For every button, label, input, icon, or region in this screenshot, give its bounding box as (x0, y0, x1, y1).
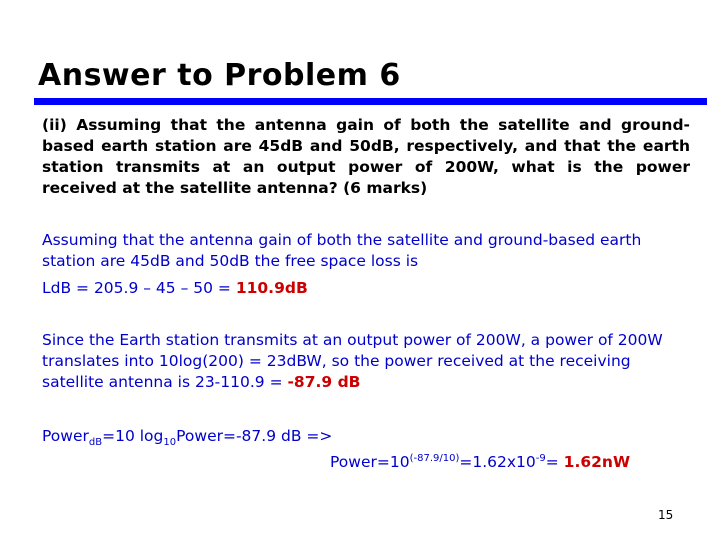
power-subscript: dB (88, 437, 103, 449)
log-base-subscript: 10 (163, 437, 177, 449)
answer-paragraph-1-text: Assuming that the antenna gain of both the satellite and ground-based earth station are 45dB and 50dB the free space loss is (42, 231, 642, 270)
title-underline (34, 98, 707, 105)
power-equation-line-2 (330, 452, 630, 473)
exponent-2: -9 (535, 452, 546, 464)
line2-start: Power=10 (330, 453, 410, 471)
equation-mid: =10 log (102, 427, 164, 445)
power-equation-line-1 (42, 426, 692, 447)
received-power-db-result: -87.9 dB (287, 373, 361, 391)
free-space-loss-result: 110.9dB (235, 279, 308, 297)
line2-mid: =1.62x10 (459, 453, 536, 471)
answer-paragraph-1 (42, 230, 692, 272)
page-number: 15 (658, 508, 674, 522)
question-text: (ii) Assuming that the antenna gain of both the satellite and ground-based earth station are 45dB and 50dB, respectively, and that the earth station transmits at an output power of 200W, what is the power received at the satellite antenna? (6 marks) (42, 116, 690, 197)
exponent-1: (-87.9/10) (409, 452, 460, 464)
power-word: Power (42, 427, 89, 445)
equation-lhs: LdB = 205.9 – 45 – 50 = (42, 279, 236, 297)
free-space-loss-equation (42, 278, 308, 299)
slide-title: Answer to Problem 6 (38, 58, 401, 93)
line2-equals: = (545, 453, 564, 471)
answer-paragraph-2-text: Since the Earth station transmits at an output power of 200W, a power of 200W translates into 10log(200) = 23dBW, so the power received at the receiving satellite antenna is 23-110.9 = (42, 331, 663, 391)
equation-end: Power=-87.9 dB => (176, 427, 333, 445)
answer-paragraph-2 (42, 330, 692, 393)
final-power-result: 1.62nW (563, 453, 631, 471)
